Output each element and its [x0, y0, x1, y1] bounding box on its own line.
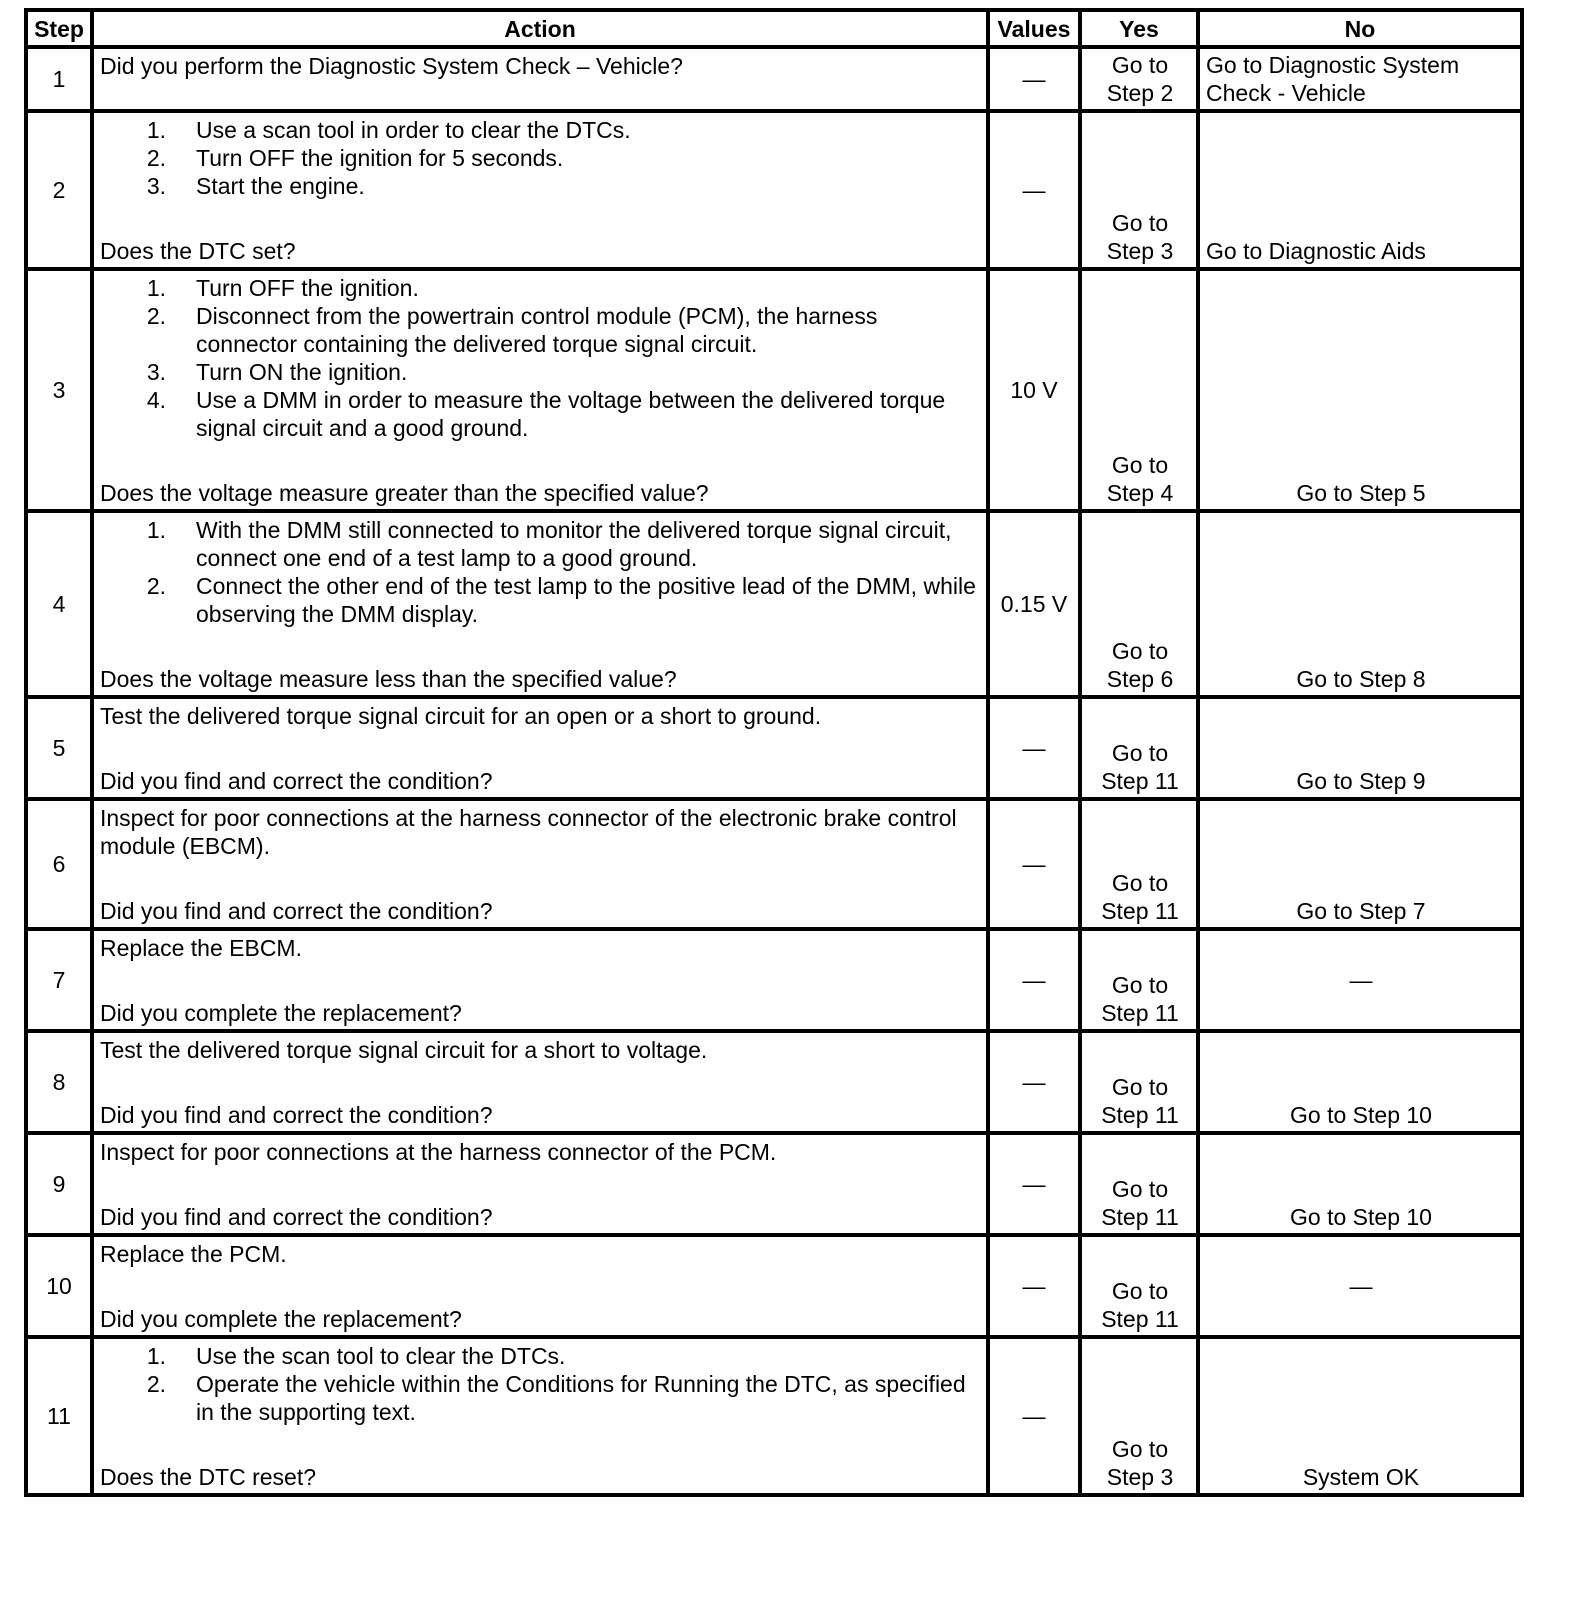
action-step-text: Operate the vehicle within the Conditions for Running the DTC, as specified in the supporting text. — [196, 1371, 966, 1425]
list-item — [100, 144, 982, 172]
table-row — [26, 1133, 1522, 1235]
no-cell — [1198, 269, 1522, 511]
action-step-list — [100, 516, 982, 628]
value-cell: 0.15 V — [988, 511, 1080, 697]
yes-text: Step 11 — [1101, 898, 1179, 924]
action-question: Did you find and correct the condition? — [100, 768, 493, 794]
yes-cell — [1080, 111, 1198, 269]
no-text: Go to Diagnostic System — [1206, 52, 1460, 78]
yes-text: Step 2 — [1106, 80, 1174, 106]
action-question: Did you complete the replacement? — [100, 1306, 462, 1332]
yes-text: Go to — [1111, 210, 1169, 236]
yes-text: Step 3 — [1106, 238, 1174, 264]
step-number: 10 — [26, 1235, 92, 1337]
yes-text: Go to — [1111, 52, 1169, 78]
action-cell — [92, 697, 988, 799]
action-step-text: Disconnect from the powertrain control module (PCM), the harness connector containing the delivered torque signal circuit. — [196, 303, 878, 357]
action-question: Did you complete the replacement? — [100, 1000, 462, 1026]
value-cell: — — [988, 929, 1080, 1031]
action-step-number: 1. — [146, 275, 166, 301]
list-item — [100, 386, 982, 442]
value-cell: 10 V — [988, 269, 1080, 511]
table-row — [26, 111, 1522, 269]
action-step-number: 4. — [146, 387, 166, 413]
yes-text: Step 11 — [1101, 1000, 1179, 1026]
list-item — [100, 572, 982, 628]
action-question: Does the voltage measure less than the specified value? — [100, 666, 677, 692]
no-cell — [1198, 47, 1522, 111]
no-cell — [1198, 799, 1522, 929]
step-number: 4 — [26, 511, 92, 697]
action-step-text: Turn OFF the ignition for 5 seconds. — [196, 145, 564, 171]
yes-text: Go to — [1111, 638, 1169, 664]
action-step-text: Turn ON the ignition. — [196, 359, 408, 385]
action-question: Does the voltage measure greater than the specified value? — [100, 480, 709, 506]
value-cell: — — [988, 1337, 1080, 1495]
no-cell — [1198, 111, 1522, 269]
yes-cell — [1080, 1031, 1198, 1133]
action-cell — [92, 1133, 988, 1235]
yes-cell — [1080, 511, 1198, 697]
yes-cell — [1080, 269, 1198, 511]
yes-text: Go to — [1111, 452, 1169, 478]
no-cell — [1198, 1133, 1522, 1235]
no-cell — [1198, 511, 1522, 697]
action-cell — [92, 1031, 988, 1133]
action-text: Replace the EBCM. — [100, 935, 302, 961]
action-text: Did you perform the Diagnostic System Check – Vehicle? — [100, 53, 683, 79]
value-cell: — — [988, 47, 1080, 111]
action-question: Does the DTC set? — [100, 238, 296, 264]
value-cell: — — [988, 1133, 1080, 1235]
no-text: Go to Step 7 — [1296, 898, 1426, 924]
action-cell — [92, 47, 988, 111]
yes-text: Step 6 — [1106, 666, 1174, 692]
no-text: Check - Vehicle — [1206, 80, 1366, 106]
no-cell — [1198, 1235, 1522, 1337]
no-cell — [1198, 929, 1522, 1031]
step-number: 9 — [26, 1133, 92, 1235]
yes-text: Step 4 — [1106, 480, 1174, 506]
value-cell: — — [988, 1031, 1080, 1133]
diagnostic-table — [24, 8, 1524, 1497]
yes-text: Step 11 — [1101, 1204, 1179, 1230]
list-item — [100, 172, 982, 200]
no-text: Go to Step 8 — [1296, 666, 1426, 692]
table-row — [26, 1235, 1522, 1337]
action-text: Test the delivered torque signal circuit for a short to voltage. — [100, 1037, 708, 1063]
list-item — [100, 116, 982, 144]
list-item — [100, 274, 982, 302]
yes-cell — [1080, 1133, 1198, 1235]
header-values: Values — [988, 10, 1080, 47]
list-item — [100, 1342, 982, 1370]
value-cell: — — [988, 111, 1080, 269]
list-item — [100, 1370, 982, 1426]
no-cell — [1198, 1031, 1522, 1133]
step-number: 7 — [26, 929, 92, 1031]
action-cell — [92, 111, 988, 269]
action-cell — [92, 799, 988, 929]
yes-cell — [1080, 799, 1198, 929]
step-number: 8 — [26, 1031, 92, 1133]
table-row — [26, 799, 1522, 929]
step-number: 11 — [26, 1337, 92, 1495]
yes-text: Step 11 — [1101, 1102, 1179, 1128]
action-step-list — [100, 1342, 982, 1426]
action-cell — [92, 1337, 988, 1495]
header-yes: Yes — [1080, 10, 1198, 47]
no-text: System OK — [1302, 1464, 1420, 1490]
table-row — [26, 929, 1522, 1031]
value-cell: — — [988, 697, 1080, 799]
action-step-number: 2. — [146, 303, 166, 329]
action-step-number: 1. — [146, 117, 166, 143]
action-cell — [92, 269, 988, 511]
yes-cell — [1080, 1235, 1198, 1337]
action-cell — [92, 1235, 988, 1337]
yes-text: Go to — [1111, 1278, 1169, 1304]
action-step-number: 2. — [146, 145, 166, 171]
list-item — [100, 516, 982, 572]
no-text: Go to Step 5 — [1296, 480, 1426, 506]
yes-cell — [1080, 1337, 1198, 1495]
action-step-list — [100, 274, 982, 442]
action-step-number: 2. — [146, 573, 166, 599]
no-text: Go to Diagnostic Aids — [1206, 238, 1426, 264]
action-step-text: Use a scan tool in order to clear the DTCs. — [196, 117, 631, 143]
yes-text: Go to — [1111, 870, 1169, 896]
action-question: Did you find and correct the condition? — [100, 898, 493, 924]
yes-text: Step 11 — [1101, 1306, 1179, 1332]
yes-text: Go to — [1111, 1074, 1169, 1100]
no-text: Go to Step 10 — [1290, 1102, 1432, 1128]
header-row — [26, 10, 1522, 47]
action-step-number: 1. — [146, 517, 166, 543]
value-cell: — — [988, 799, 1080, 929]
table-row — [26, 1337, 1522, 1495]
action-step-number: 3. — [146, 359, 166, 385]
yes-text: Go to — [1111, 740, 1169, 766]
no-text: Go to Step 10 — [1290, 1204, 1432, 1230]
step-number: 2 — [26, 111, 92, 269]
yes-text: Go to — [1111, 1436, 1169, 1462]
action-step-number: 3. — [146, 173, 166, 199]
header-no: No — [1198, 10, 1522, 47]
action-cell — [92, 929, 988, 1031]
action-text: Test the delivered torque signal circuit for an open or a short to ground. — [100, 703, 822, 729]
yes-cell — [1080, 697, 1198, 799]
action-step-text: Start the engine. — [196, 173, 365, 199]
action-text: Replace the PCM. — [100, 1241, 287, 1267]
action-question: Did you find and correct the condition? — [100, 1102, 493, 1128]
action-step-number: 1. — [146, 1343, 166, 1369]
no-text: — — [1349, 1273, 1373, 1299]
action-cell — [92, 511, 988, 697]
table-row — [26, 269, 1522, 511]
step-number: 6 — [26, 799, 92, 929]
step-number: 1 — [26, 47, 92, 111]
action-text: Inspect for poor connections at the harness connector of the PCM. — [100, 1139, 777, 1165]
action-question: Does the DTC reset? — [100, 1464, 317, 1490]
no-cell — [1198, 1337, 1522, 1495]
step-number: 5 — [26, 697, 92, 799]
yes-cell — [1080, 47, 1198, 111]
table-row — [26, 511, 1522, 697]
yes-text: Go to — [1111, 972, 1169, 998]
no-cell — [1198, 697, 1522, 799]
value-cell: — — [988, 1235, 1080, 1337]
yes-text: Step 11 — [1101, 768, 1179, 794]
table-row — [26, 697, 1522, 799]
table-row — [26, 1031, 1522, 1133]
action-step-number: 2. — [146, 1371, 166, 1397]
header-step: Step — [26, 10, 92, 47]
action-step-text: Connect the other end of the test lamp to the positive lead of the DMM, while observing the DMM display. — [196, 573, 976, 627]
no-text: — — [1349, 967, 1373, 993]
yes-cell — [1080, 929, 1198, 1031]
action-step-text: Turn OFF the ignition. — [196, 275, 419, 301]
list-item — [100, 358, 982, 386]
action-text: Inspect for poor connections at the harness connector of the electronic brake control module (EBCM). — [100, 805, 957, 859]
action-step-text: With the DMM still connected to monitor the delivered torque signal circuit, connect one end of a test lamp to a good ground. — [196, 517, 952, 571]
yes-text: Step 3 — [1106, 1464, 1174, 1490]
no-text: Go to Step 9 — [1296, 768, 1426, 794]
yes-text: Go to — [1111, 1176, 1169, 1202]
table-row — [26, 47, 1522, 111]
list-item — [100, 302, 982, 358]
step-number: 3 — [26, 269, 92, 511]
action-step-list — [100, 116, 982, 200]
action-step-text: Use the scan tool to clear the DTCs. — [196, 1343, 566, 1369]
header-action: Action — [92, 10, 988, 47]
action-step-text: Use a DMM in order to measure the voltage between the delivered torque signal circuit and a good ground. — [196, 387, 946, 441]
action-question: Did you find and correct the condition? — [100, 1204, 493, 1230]
